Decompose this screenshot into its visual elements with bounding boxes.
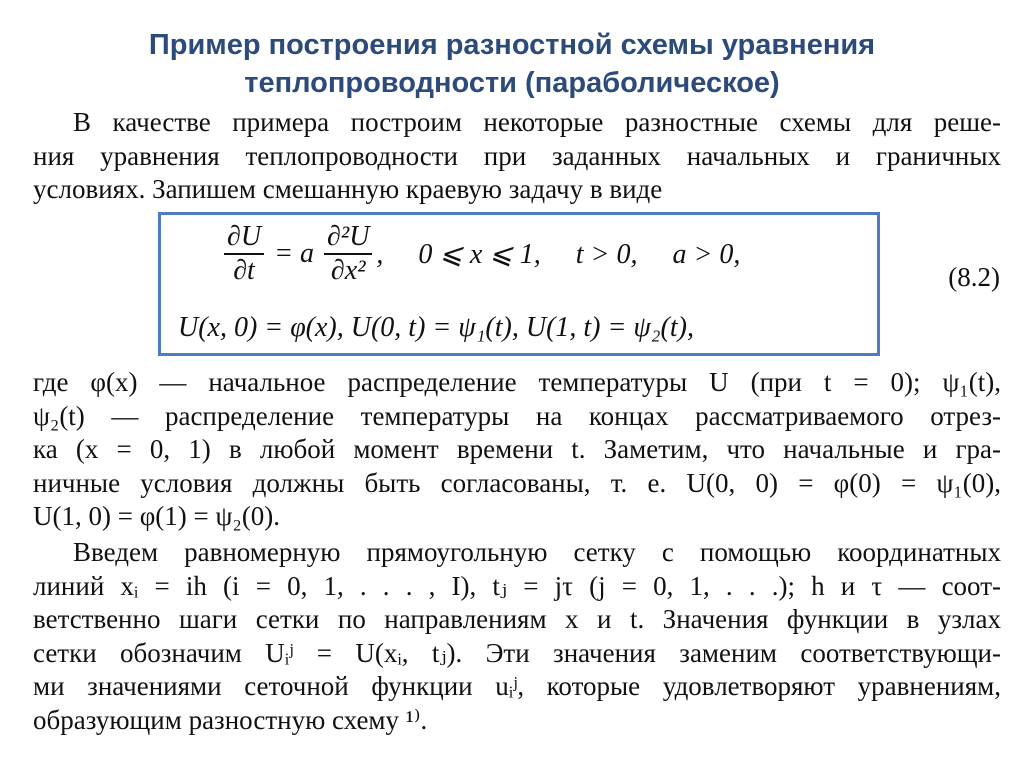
grid-line-3: ветственно шаги сетки по направлениям x и t. Значения функции в узлах [33,604,1001,634]
grid-line-5: ми значениями сеточной функции uᵢʲ, которые удовлетворяют уравнениям, [33,671,1001,701]
intro-line-3: условиях. Запишем смешанную краевую задачу в виде [33,174,663,204]
rhs-denominator: ∂x² [330,255,366,286]
intro-line-1: В качестве примера построим некоторые разностные схемы для реше- [73,107,1001,137]
heat-equation [220,222,740,286]
title-line-1: Пример построения разностной схемы уравнения [148,29,876,61]
lhs-fraction [224,222,264,286]
grid-paragraph [33,536,1001,737]
intro-line-2: ния уравнения теплопроводности при заданных начальных и граничных [33,140,1001,171]
where-line-2: ψ₂(t) — распределение температуры на концах рассматриваемого отрез- [33,400,1001,431]
grid-line-2: линий xᵢ = ih (i = 0, 1, . . . , I), tⱼ = jτ (j = 0, 1, . . .); h и τ — соот- [33,570,1001,601]
boundary-conditions: U(x, 0) = φ(x), U(0, t) = ψ₁(t), U(1, t) = ψ₂(t), [178,312,694,343]
grid-line-4: сетки обозначим Uᵢʲ = U(xᵢ, tⱼ). Эти значения заменим соответствующи- [33,637,1001,668]
where-line-1: где φ(x) — начальное распределение температуры U (при t = 0); ψ₁(t), [33,367,1001,397]
slide-title [0,26,1024,102]
lhs-numerator: ∂U [224,222,264,255]
equation-conditions: , 0 ⩽ x ⩽ 1, t > 0, a > 0, [376,239,741,270]
where-line-3: ка (x = 0, 1) в любой момент времени t. Заметим, что начальные и гра- [33,434,1001,464]
where-line-4: ничные условия должны быть согласованы, т. е. U(0, 0) = φ(0) = ψ₁(0), [33,467,1001,498]
equals-a: = a [274,238,314,269]
equation-number: (8.2) [948,262,1000,292]
rhs-fraction [324,222,372,286]
intro-paragraph [33,106,1001,207]
where-line-5: U(1, 0) = φ(1) = ψ₂(0). [33,501,281,531]
lhs-denominator: ∂t [233,255,255,286]
grid-line-6: образующим разностную схему ¹⁾. [33,704,428,735]
where-paragraph [33,366,1001,534]
rhs-numerator: ∂²U [324,222,372,255]
grid-line-1: Введем равномерную прямоугольную сетку с помощью координатных [73,537,1001,567]
title-line-2: теплопроводности (параболическое) [244,67,780,99]
